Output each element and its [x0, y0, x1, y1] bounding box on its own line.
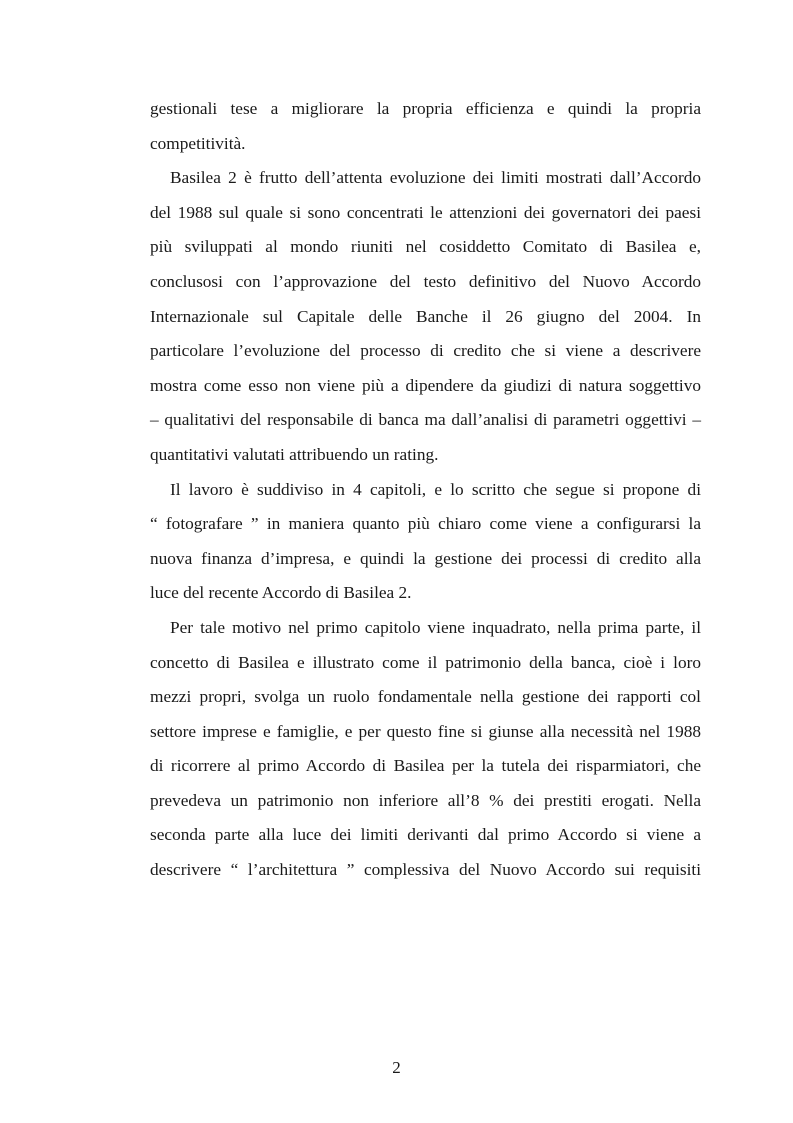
page-number: 2: [392, 1058, 401, 1077]
text-line: competitività.: [150, 133, 246, 153]
text-line: luce del recente Accordo di Basilea 2.: [150, 583, 412, 603]
text-line: descrivere “ l’architettura ” complessiva del Nuovo Accordo sui requisiti: [150, 860, 701, 880]
text-line: mezzi propri, svolga un ruolo fondamentale nella gestione dei rapporti col: [150, 687, 701, 707]
text-line: del 1988 sul quale si sono concentrati le attenzioni dei governatori dei paesi: [150, 202, 701, 222]
text-line: – qualitativi del responsabile di banca ma dall’analisi di parametri oggettivi –: [150, 410, 701, 430]
text-line: Internazionale sul Capitale delle Banche il 26 giugno del 2004. In: [150, 306, 701, 326]
text-line: nuova finanza d’impresa, e quindi la gestione dei processi di credito alla: [150, 548, 701, 568]
text-line: settore imprese e famiglie, e per questo fine si giunse alla necessità nel 1988: [150, 721, 701, 741]
text-line: di ricorrere al primo Accordo di Basilea per la tutela dei risparmiatori, che: [150, 756, 701, 776]
text-line: mostra come esso non viene più a dipendere da giudizi di natura soggettivo: [150, 375, 701, 395]
text-line: “ fotografare ” in maniera quanto più chiaro come viene a configurarsi la: [150, 514, 701, 534]
text-line: Per tale motivo nel primo capitolo viene inquadrato, nella prima parte, il: [170, 617, 701, 637]
text-line: concetto di Basilea e illustrato come il patrimonio della banca, cioè i loro: [150, 652, 701, 672]
text-line: particolare l’evoluzione del processo di credito che si viene a descrivere: [150, 341, 701, 361]
text-line: Il lavoro è suddiviso in 4 capitoli, e lo scritto che segue si propone di: [170, 479, 701, 499]
text-line: gestionali tese a migliorare la propria efficienza e quindi la propria: [150, 99, 701, 118]
body-text: [150, 92, 701, 888]
text-line: più sviluppati al mondo riuniti nel cosiddetto Comitato di Basilea e,: [150, 237, 701, 257]
text-line: quantitativi valutati attribuendo un rating.: [150, 444, 439, 464]
text-line: prevedeva un patrimonio non inferiore all’8 % dei prestiti erogati. Nella: [150, 790, 701, 810]
text-line: conclusosi con l’approvazione del testo definitivo del Nuovo Accordo: [150, 271, 701, 291]
text-line: Basilea 2 è frutto dell’attenta evoluzione dei limiti mostrati dall’Accordo: [170, 168, 701, 188]
text-line: seconda parte alla luce dei limiti derivanti dal primo Accordo si viene a: [150, 825, 701, 845]
